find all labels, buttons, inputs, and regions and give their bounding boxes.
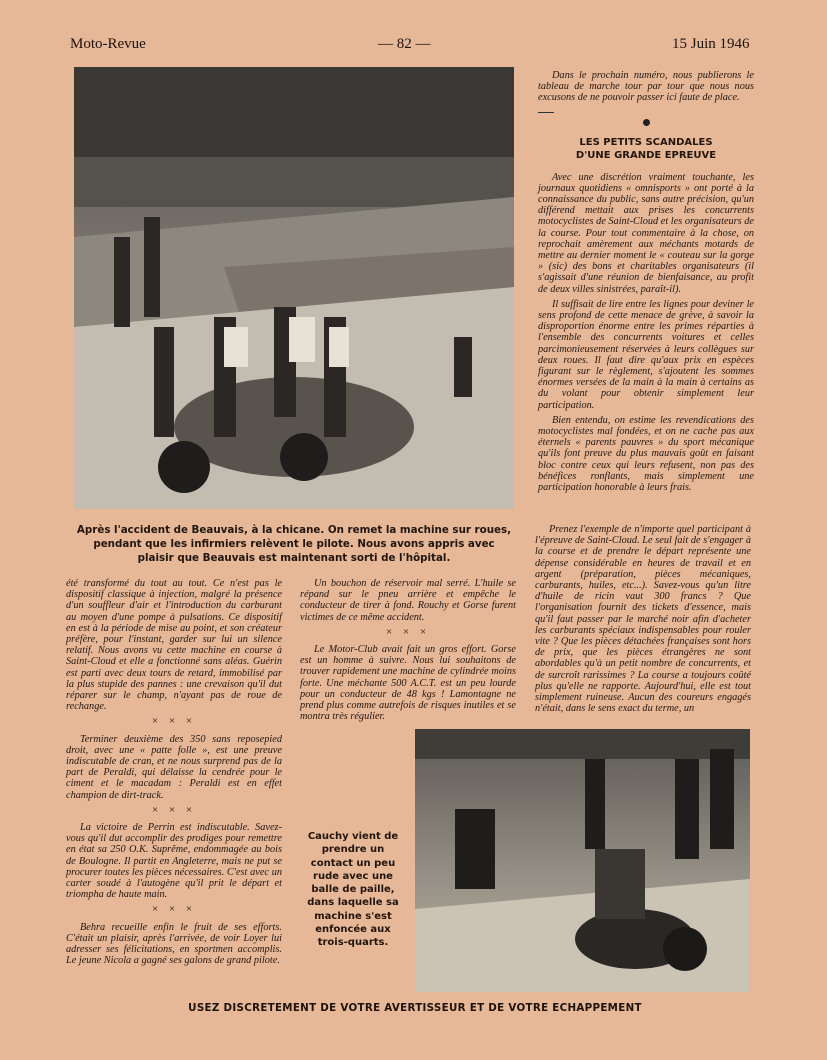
left-paragraph: été transformé du tout au tout. Ce n'est pas le dispositif classique à injection, malgré la présence d'un souffleur d'air et l'introduction du carburant au moyen d'une pompe à pulsations. Ce dispositif en est à la période de mise au point, et son créateur préfère, pour l'instant, garder sur lui un silence relatif. Nous avons vu cette machine en course à Saint-Cloud et elle a fonctionné sans aléas. Guérin est parti avec deux tours de retard, immobilisé par la plus stupide des pannes : une crevaison qu'il dut réparer sur le champ, n'ayant pas de roue de rechange. <box>66 578 282 713</box>
separator: × × × <box>151 803 197 816</box>
middle-paragraph: Le Motor-Club avait fait un gros effort. Gorse est un homme à suivre. Nous lui souhaitons de trouver rapidement une machine de cylindrée moins forte. Une méchante 500 A.C.T. est un peu lourde pour un conducteur de 48 kgs ! Lamontagne ne prend plus comme autrefois de risques inutiles et se montra très régulier. <box>300 644 516 723</box>
column-right-top <box>538 70 754 497</box>
photo-accident-caption: Après l'accident de Beauvais, à la chicane. On remet la machine sur roues, pendant que les infirmiers relèvent le pilote. Nous avons appris avec plaisir que Beauvais est maintenant sorti de l'hôpital. <box>76 524 512 564</box>
article-heading <box>538 136 754 162</box>
column-right-bottom <box>535 524 751 718</box>
article-paragraph: Il suffisait de lire entre les lignes pour deviner le sens profond de cette menace de grève, à savoir la disproportion énorme entre les primes réparties à l'ensemble des concurrents voitures et celles parcimonieusement réservées à leurs collègues sur deux roues. Il faut dire qu'aux prix en espèces figurant sur le règlement, s'ajoutent les sommes énormes versées de la main à la main à certains as du volant pour obtenir simplement leur participation. <box>538 298 754 411</box>
heading-line-1: LES PETITS SCANDALES <box>579 136 713 148</box>
photo-cauchy-caption: Cauchy vient de prendre un contact un peu rude avec une balle de paille, dans laquelle sa machine s'est enfoncée aux trois-quarts. <box>307 831 399 949</box>
page-number: — 82 — <box>378 36 431 52</box>
left-paragraph: Terminer deuxième des 350 sans reposepied droit, avec une « patte folle », est une preuve indiscutable de cran, et ne nous surprend pas de la part de Peraldi, qui délaisse la cendrée pour le ciment et le macadam : Peraldi est en effet champion de dirt-track. <box>66 733 282 801</box>
separator: × × × <box>385 625 431 638</box>
photo-cauchy-straw-bale <box>415 729 750 992</box>
magazine-title: Moto-Revue <box>70 36 146 52</box>
separator: × × × <box>151 903 197 916</box>
photo-accident-chicane <box>74 67 514 509</box>
left-paragraph: Behra recueille enfin le fruit de ses efforts. C'était un plaisir, après l'arrivée, de voir Loyer lui adresser ses félicitations, en sportmen accomplis. Le jeune Nicola a gagné ses galons de grand pilote. <box>66 921 282 967</box>
article-paragraph: Avec une discrétion vraiment touchante, les journaux quotidiens « omnisports » ont porté à la connaissance du public, sans autre précision, qu'un différend mettait aux prises les concurrents motocyclistes de Saint-Cloud et les organisateurs de la course. Pour tout commentaire à la chose, on reprochait amèrement aux méchants motards de mettre au dernier moment le « couteau sur la gorge » (sic) des bons et charitables organisateurs (il s'agissait d'une réunion de bienfaisance, au profit de deux villes sinistrées, paraît-il). <box>538 171 754 295</box>
right-paragraph: Prenez l'exemple de n'importe quel participant à l'épreuve de Saint-Cloud. Le seul fait de s'engager à la course et de prendre le départ représente une dépense considérable en heures de travail et en argent (préparation, pièces mécaniques, carburants, huiles, etc...). Savez-vous qu'un litre d'huile de ricin vaut 300 francs ? Que l'organisation fournit des tickets d'essence, mais qu'il faut passer par le marché noir afin d'acheter les carburants spéciaux indispensables pour rouler vite ? Que les pièces détachées françaises sont hors de prix, que les pièces étrangères ne sont abordables qu'à un petit nombre de concurrents, et de surcroît rarissimes ? La course a toujours coûté plus qu'elle ne rapporte. Aujourd'hui, elle est tout simplement ruineuse. Aucun des coureurs engagés n'était, dans le sens exact du terme, un <box>535 524 751 715</box>
footer-slogan: USEZ DISCRETEMENT DE VOTRE AVERTISSEUR ET DE VOTRE ECHAPPEMENT <box>188 1002 642 1014</box>
article-paragraph: Bien entendu, on estime les revendications des motocyclistes mal fondées, et on ne cache pas aux éternels « parents pauvres » du sport mécanique qu'ils font preuve du plus mauvais goût en faisant bloc contre ceux qui leurs refusent, non pas des bénéfices ronflants, mais simplement une participation honorable à leurs frais. <box>538 414 754 494</box>
middle-paragraph: Un bouchon de réservoir mal serré. L'huile se répand sur le pneu arrière et empêche le conducteur de tirer à fond. Rouchy et Gorse furent victimes de ce même accident. <box>300 578 516 623</box>
divider-dash <box>538 112 554 113</box>
separator: × × × <box>151 715 197 728</box>
heading-line-2: D'UNE GRANDE EPREUVE <box>575 149 717 161</box>
issue-date: 15 Juin 1946 <box>672 36 750 52</box>
next-issue-note: Dans le prochain numéro, nous publierons le tableau de marche tour par tour que nous nous excusons de ne pouvoir passer ici faute de place. <box>538 70 754 104</box>
column-left <box>66 578 282 971</box>
divider-dot <box>643 119 650 126</box>
left-paragraph: La victoire de Perrin est indiscutable. Savez-vous qu'il dut accomplir des prodiges pour remettre en état sa 250 O.K. Suprême, endommagée au bois de Boulogne. Il partit en Angleterre, mais ne put se procurer toutes les pièces nécessaires. C'est avec un carter soudé à l'autogène qu'il prit le départ et triompha de haute main. <box>66 822 282 901</box>
column-middle <box>300 578 516 726</box>
